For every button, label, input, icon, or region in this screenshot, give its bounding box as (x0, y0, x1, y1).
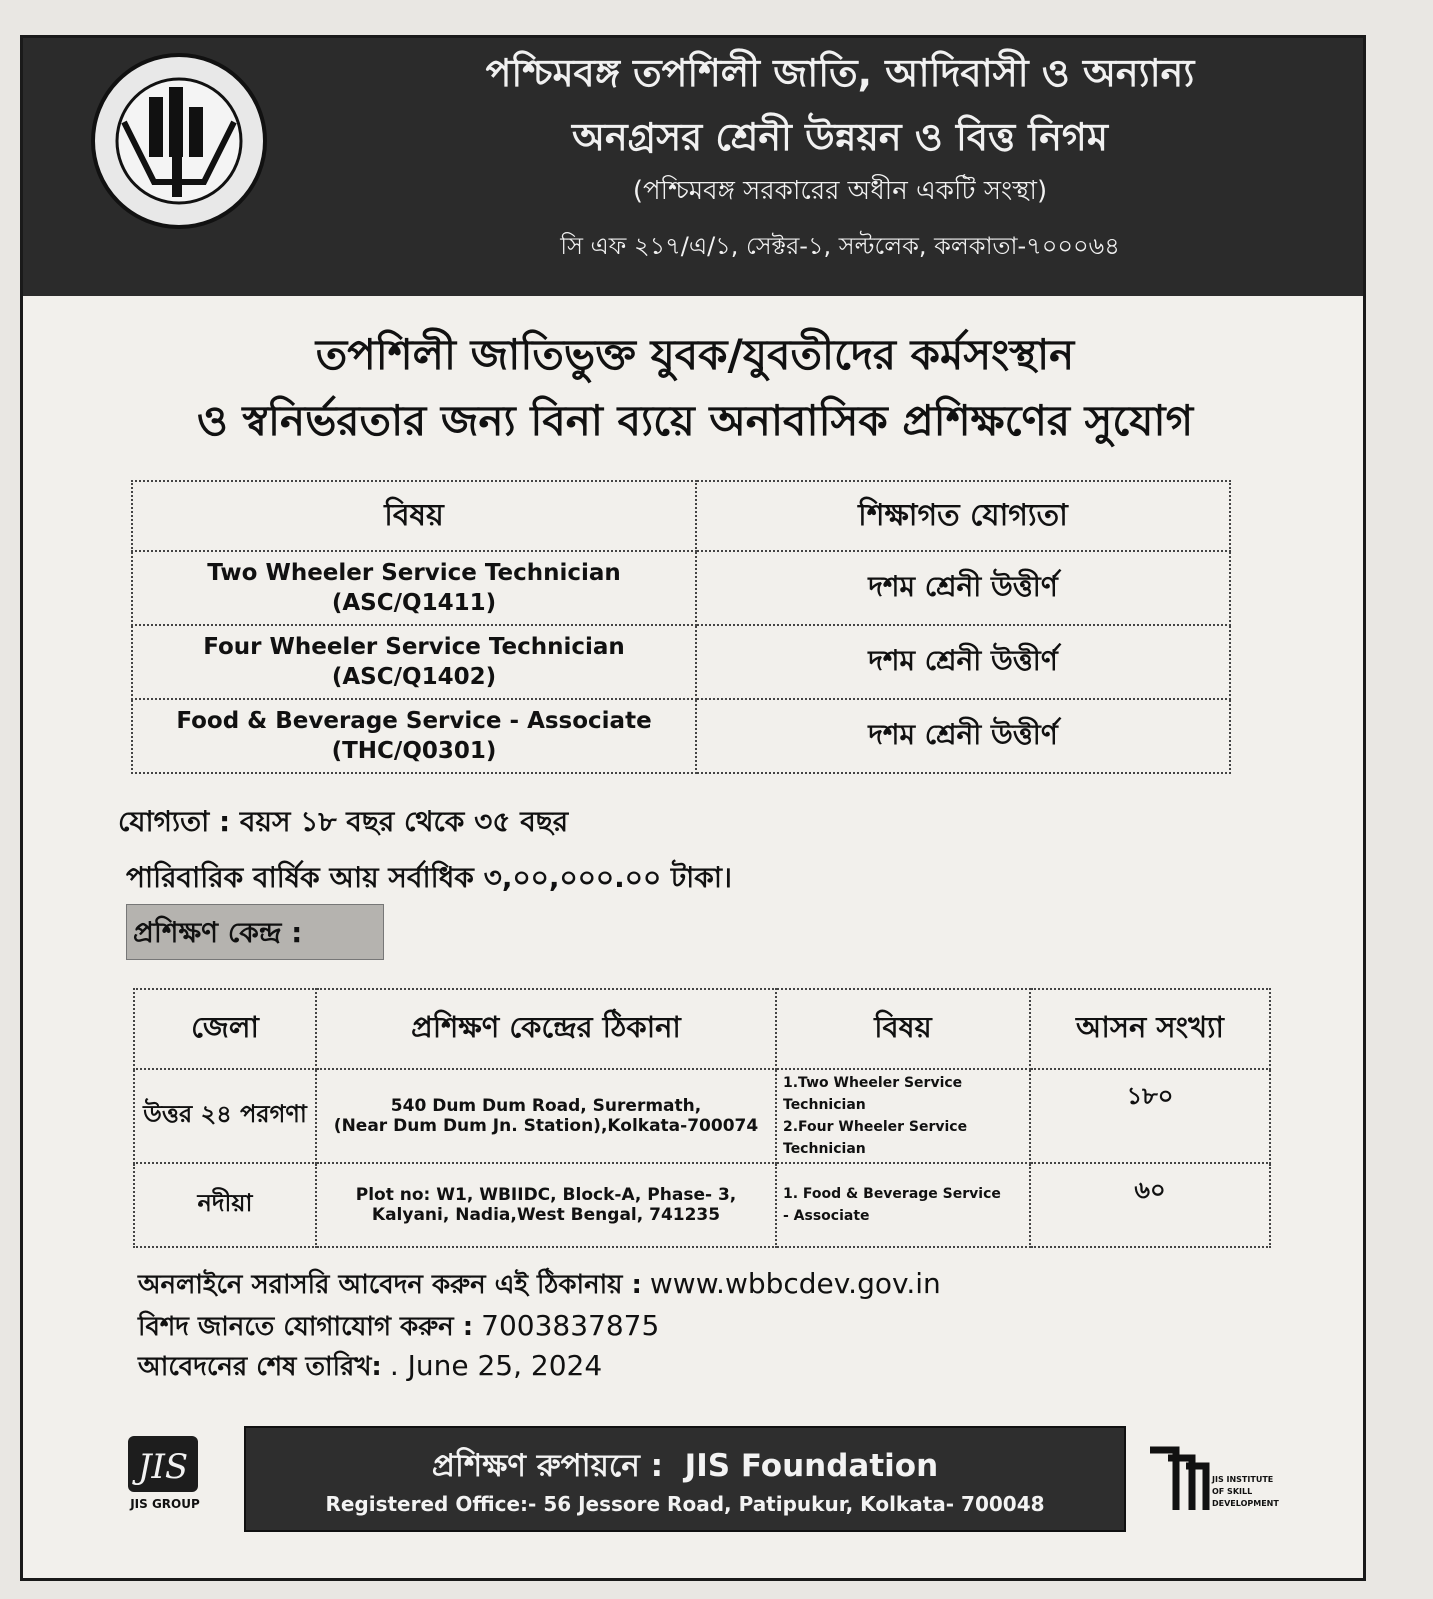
table-header-row (132, 481, 1230, 551)
header-title-line2: অনগ্রসর শ্রেনী উন্নয়ন ও বিত্ত নিগম (572, 115, 1108, 159)
header-title-line1: পশ্চিমবঙ্গ তপশিলী জাতি, আদিবাসী ও অন্যান্য (485, 51, 1195, 95)
footer-org-name: JIS Foundation (684, 1448, 939, 1484)
svg-text:JIS GROUP: JIS GROUP (130, 1497, 200, 1511)
address-cell (316, 1163, 776, 1247)
seats-cell: ১৮০ (1030, 1069, 1270, 1163)
seats-cell: ৬০ (1030, 1163, 1270, 1247)
courses-table (131, 480, 1231, 774)
svg-text:OF SKILL: OF SKILL (1212, 1487, 1253, 1496)
course-cell (132, 551, 696, 625)
header-subject: বিষয় (776, 989, 1030, 1069)
course-name: Four Wheeler Service Technician (203, 634, 625, 660)
district-cell: উত্তর ২৪ পরগণা (134, 1069, 316, 1163)
header-seats: আসন সংখ্যা (1030, 989, 1270, 1069)
footer-label: প্রশিক্ষণ রুপায়নে : (431, 1448, 664, 1484)
course-code: (ASC/Q1402) (331, 664, 497, 690)
table-row (134, 1069, 1270, 1163)
apply-online (138, 1264, 941, 1308)
subject-line: 2.Four Wheeler Service Technician (783, 1119, 968, 1157)
course-name: Two Wheeler Service Technician (207, 560, 621, 586)
svg-text:JIS: JIS (137, 1447, 189, 1487)
subject-cell (776, 1163, 1030, 1247)
training-centre-label: প্রশিক্ষণ কেন্দ্র : (126, 904, 384, 960)
district-cell: নদীয়া (134, 1163, 316, 1247)
table-row (134, 1163, 1270, 1247)
header-district: জেলা (134, 989, 316, 1069)
footer-registered-office: Registered Office:- 56 Jessore Road, Patipukur, Kolkata- 700048 (325, 1492, 1045, 1516)
jis-institute-logo (1146, 1440, 1316, 1520)
header-address: সি এফ ২১৭/এ/১, সেক্টর-১, সল্টলেক, কলকাতা-৭০০০৬৪ (560, 232, 1120, 260)
address-line: Plot no: W1, WBIIDC, Block-A, Phase- 3, (355, 1185, 737, 1205)
apply-label: অনলাইনে সরাসরি আবেদন করুন এই ঠিকানায় : (138, 1270, 642, 1300)
svg-text:DEVELOPMENT: DEVELOPMENT (1212, 1499, 1279, 1508)
table-header-row (134, 989, 1270, 1069)
footer-implementer (246, 1442, 1124, 1494)
subject-cell (776, 1069, 1030, 1163)
subject-line: 1. Food & Beverage Service (783, 1186, 1001, 1202)
address-line: 540 Dum Dum Road, Surermath, (390, 1096, 702, 1116)
footer-banner (244, 1426, 1126, 1532)
subject-line: - Associate (783, 1208, 870, 1224)
phone-label: বিশদ জানতে যোগাযোগ করুন : (138, 1312, 474, 1342)
course-name: Food & Beverage Service - Associate (176, 708, 652, 734)
qualification-cell: দশম শ্রেনী উত্তীর্ণ (696, 625, 1230, 699)
header-qualification: শিক্ষাগত যোগ্যতা (696, 481, 1230, 551)
course-cell (132, 625, 696, 699)
qualification-cell: দশম শ্রেনী উত্তীর্ণ (696, 551, 1230, 625)
centres-table (133, 988, 1271, 1248)
course-code: (ASC/Q1411) (331, 590, 497, 616)
subject-line: 1.Two Wheeler Service Technician (783, 1075, 963, 1113)
phone-number: 7003837875 (481, 1309, 660, 1342)
eligibility-age: যোগ্যতা : বয়স ১৮ বছর থেকে ৩৫ বছর (118, 805, 569, 838)
ad-title-line1: তপশিলী জাতিভুক্ত যুবক/যুবতীদের কর্মসংস্থান (315, 330, 1075, 379)
svg-text:JIS INSTITUTE: JIS INSTITUTE (1212, 1475, 1274, 1484)
header-subtitle: (পশ্চিমবঙ্গ সরকারের অধীন একটি সংস্থা) (632, 176, 1048, 206)
address-line: Kalyani, Nadia,West Bengal, 741235 (371, 1205, 721, 1225)
table-row (132, 699, 1230, 773)
qualification-cell: দশম শ্রেনী উত্তীর্ণ (696, 699, 1230, 773)
address-line: (Near Dum Dum Jn. Station),Kolkata-700074 (333, 1116, 759, 1136)
application-deadline (138, 1346, 602, 1390)
course-cell (132, 699, 696, 773)
eligibility-income: পারিবারিক বার্ষিক আয় সর্বাধিক ৩,০০,০০০.০০ টাকা। (126, 861, 733, 894)
header-address: প্রশিক্ষণ কেন্দ্রের ঠিকানা (316, 989, 776, 1069)
deadline-date: . June 25, 2024 (389, 1349, 603, 1382)
jis-group-logo (110, 1434, 220, 1524)
table-row (132, 625, 1230, 699)
header-subject: বিষয় (132, 481, 696, 551)
deadline-label: আবেদনের শেষ তারিখ: (138, 1352, 382, 1382)
course-code: (THC/Q0301) (331, 738, 497, 764)
corporation-logo (54, 52, 304, 230)
apply-url-link[interactable]: www.wbbcdev.gov.in (649, 1267, 941, 1300)
table-row (132, 551, 1230, 625)
address-cell (316, 1069, 776, 1163)
ad-title-line2: ও স্বনির্ভরতার জন্য বিনা ব্যয়ে অনাবাসিক প্রশিক্ষণের সুযোগ (196, 396, 1194, 445)
contact-phone (138, 1306, 659, 1350)
